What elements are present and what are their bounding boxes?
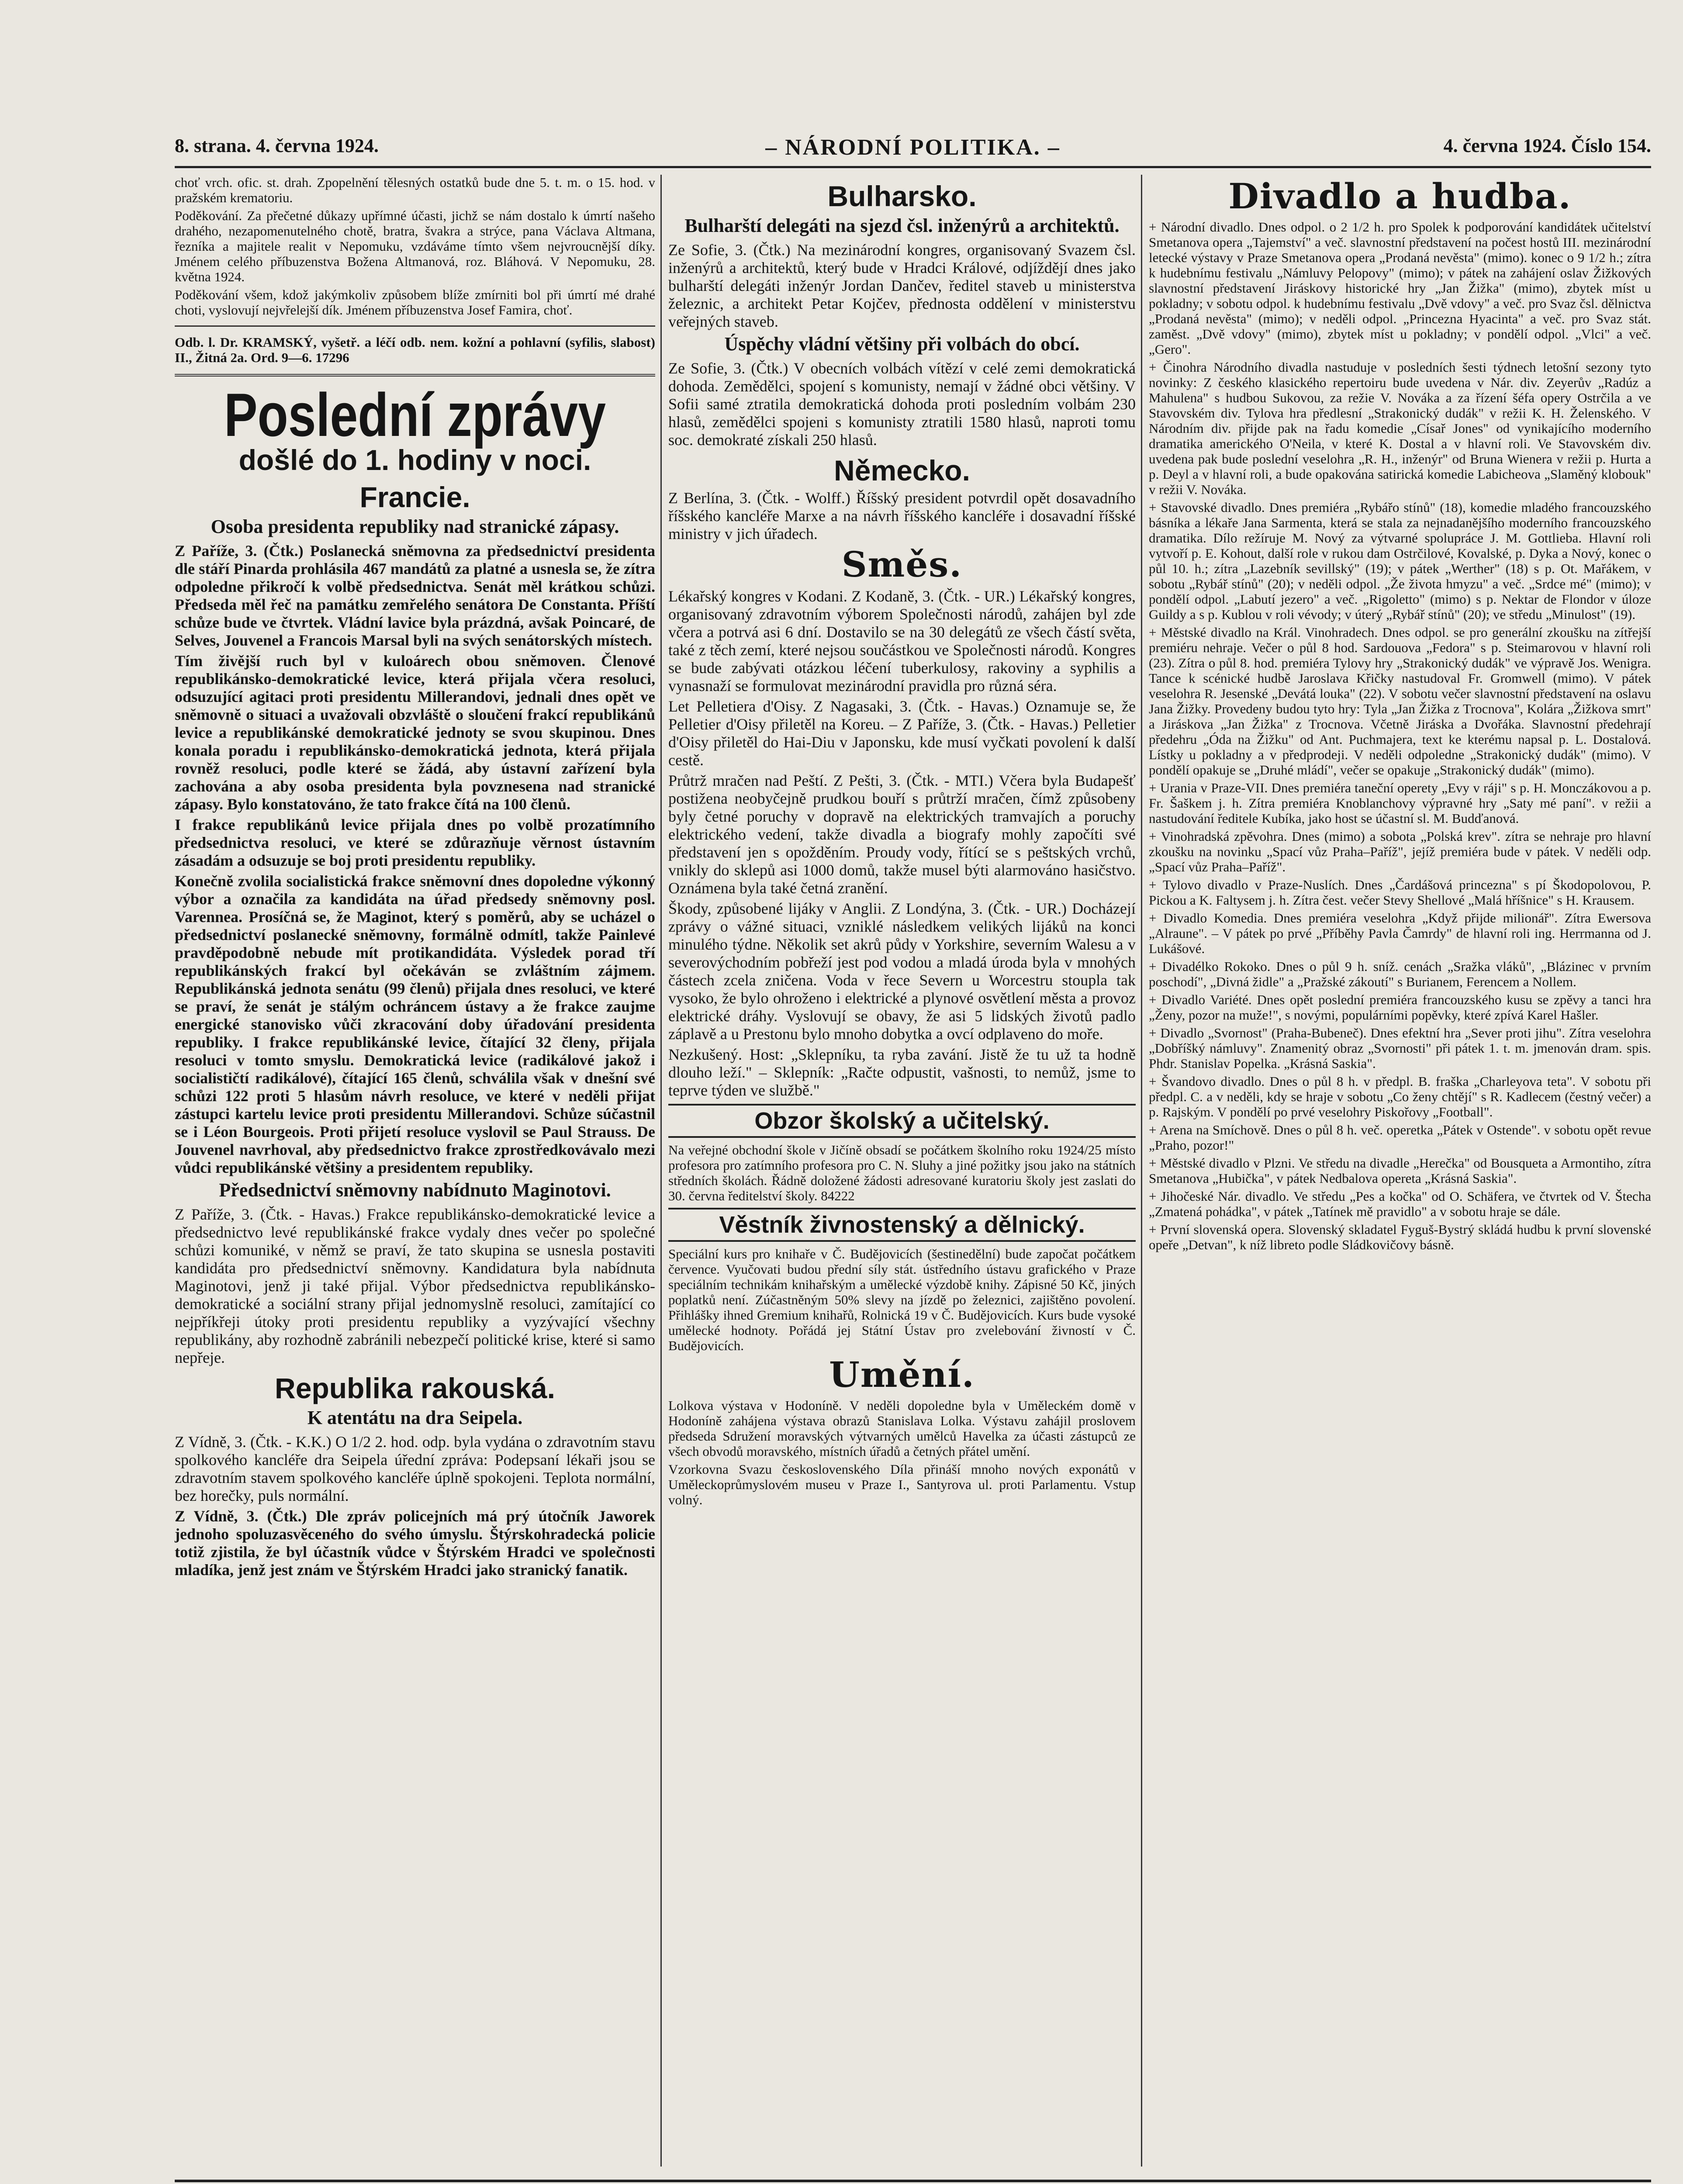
column-divider-2 xyxy=(1141,175,1142,2167)
header-issue-right: 4. června 1924. Číslo 154. xyxy=(1443,135,1651,156)
article-paragraph: Z Vídně, 3. (Čtk. - K.K.) O 1/2 2. hod. odp. byla vydána o zdravotním stavu spolkového kancléře dra Seipela úřední zpráva: Podepsaní lékaři jsou se zdravotním stavem spolkového kancléře úplně spokojeni. Teplota normální, bez horečky, puls normální. xyxy=(175,1433,655,1504)
theatre-item: + První slovenská opera. Slovenský skladatel Fyguš-Bystrý skládá hudbu k první slovenské opeře „Detvan", k níž libreto podle Sládkovičovy básně. xyxy=(1149,1222,1651,1252)
article-paragraph: Z Paříže, 3. (Čtk. - Havas.) Frakce republikánsko-demokratické levice a předsednictvo levé republikánské frakce vydaly dnes večer po společné schůzi komuniké, v němž se praví, že tato skupina se usnesla postaviti kandidáta pro předsednictví sněmovny. Kandidatura byla nabídnuta Maginotovi, jenž ji také přijal. Výbor předsednictva republikánsko-demokratické a sociální strany přijal jednomyslně resoluci, zamítající co nejpříkřeji útoky proti presidentu republiky a vyzývající všechny republikány, aby rozhodně zabránili nebezpečí politické krise, které si samo nepřeje. xyxy=(175,1206,655,1366)
section-title-theatre: Divadlo a hudba. xyxy=(1228,176,1572,217)
section-title-france: Francie. xyxy=(359,481,470,513)
divider xyxy=(175,325,655,327)
article-paragraph: Tím živější ruch byl v kuloárech obou sněmoven. Členové republikánsko-demokratické levice, která přijala včera resoluci, odsuzující agitaci proti presidentu Millerandovi, jednali dnes opět ve sněmovně o situaci a uvažovali obzvláště o sloučení frakcí republikánů levice a republikánské demokratické jednoty se svou skupinou. Dnes konala poradu i republikánsko-demokratická jednota, která přijala rovněž resoluci, podle které se žádá, aby ústavní zařízení byla zachována a aby osoba presidenta byla povznesena nad stranické zápasy. Bylo konstatováno, že tato frakce čítá na 100 členů. xyxy=(175,652,655,813)
divider xyxy=(175,374,655,377)
section-title-bulgaria: Bulharsko. xyxy=(827,180,977,212)
section-subtitle-austria: K atentátu na dra Seipela. xyxy=(307,1407,523,1428)
theatre-item: + Arena na Smíchově. Dnes o půl 8 h. več. operetka „Pátek v Ostende". v sobotu opět revue „Praho, pozor!" xyxy=(1149,1122,1651,1153)
page-header xyxy=(175,131,1651,168)
section-subtitle-presidency: Předsednictví sněmovny nabídnuto Maginotovi. xyxy=(219,1179,611,1201)
section-title-art: Umění. xyxy=(829,1354,975,1395)
theatre-item: + Stavovské divadlo. Dnes premiéra „Rybářo stínů" (18), komedie mladého francouzského básníka a lékaře Jana Sarmenta, která se stala za nejnadanějšího moderního francouzského dramatika. Dílo režíruje M. Nový za výtvarné spolupráce J. M. Gottlieba. Hlavní roli vytvoří p. E. Kohout, další role v rukou dam Ostrčilové, Kovalské, p. Dyka a Nový, konec o půl 10. h.; zítra „Lazebník sevillský" (19); v pátek „Werther" (18) s p. Ot. Mařákem, v sobotu „Rybář stínů" (20); v neděli odpol. „Že života hmyzu" a več. „Srdce mé" (mimo); v pondělí odpol. „Labutí jezero" a več. „Rigoletto" (mimo) s p. Nektar de Flondor v úloze Guildy a s p. Kublou v roli vévody; v úterý „Rybář stínů" (20); ve středu „Minulost" (19). xyxy=(1149,500,1651,622)
obituary-section xyxy=(175,175,655,318)
article-paragraph: Let Pelletiera d'Oisy. Z Nagasaki, 3. (Čtk. - Havas.) Oznamuje se, že Pelletier d'Oisy přiletěl na Koreu. – Z Paříže, 3. (Čtk. - Havas.) Pelletier d'Oisy přiletěl do Hai-Diu v Japonsku, kde musí vyčkati povolení k další cestě. xyxy=(668,698,1136,769)
obituary-text-1: choť vrch. ofic. st. drah. Zpopelnění tělesných ostatků bude dne 5. t. m. o 15. hod. v pražském krematoriu. xyxy=(175,175,655,205)
main-subheadline: došlé do 1. hodiny v noci. xyxy=(238,444,591,476)
article-paragraph: Na veřejné obchodní škole v Jičíně obsadí se počátkem školního roku 1924/25 místo profesora pro zatímního profesora pro C. N. Sluhy a jiné požitky jsou jako na státních středních školách. Řádně doložené žádosti adresované kuratoriu školy jest zaslati do 30. června ředitelství školy. 84222 xyxy=(668,1142,1136,1203)
obituary-text-2: Poděkování. Za přečetné důkazy upřímné účasti, jichž se nám dostalo k úmrtí našeho drahého, nezapomenutelného chotě, bratra, švakra a strýce, pana Václava Altmana, řezníka a majitele realit v Nepomuku, vzdáváme tímto všem nejvroucnější díky. Jménem celého příbuzenstva Božena Altmanová, roz. Bláhová. V Nepomuku, 28. května 1924. xyxy=(175,208,655,284)
obituary-text-3: Poděkování všem, kdož jakýmkoliv způsobem blíže zmírniti bol při úmrtí mé drahé choti, vyslovují nejvřelejší dík. Jménem příbuzenstva Josef Famira, choť. xyxy=(175,287,655,318)
theatre-item: + Vinohradská zpěvohra. Dnes (mimo) a sobota „Polská krev". zítra se nehraje pro hlavní zkoušku na novinku „Spací vůz Praha–Paříž", jejíž premiéra bude v pátek. V neděli odp. „Spací vůz Praha–Paříž". xyxy=(1149,829,1651,874)
section-title-school: Obzor školský a učitelský. xyxy=(668,1104,1136,1138)
theatre-item: + Divadlo „Svornost" (Praha-Bubeneč). Dnes efektní hra „Sever proti jihu". Zítra veselohra „Dobříšký námluvy". Znamenitý obraz „Svornosti" při pátek 1. t. m. jmenován dram. spis. Phdr. Stanislav Popelka. „Krásná Saskia". xyxy=(1149,1025,1651,1071)
article-paragraph: Průtrž mračen nad Peští. Z Pešti, 3. (Čtk. - MTI.) Včera byla Budapešť postižena neobyčejně prudkou bouří s průtrží mračen, čímž způsobeny byly četné poruchy v dopravě na elektrických tramvajích a poruchy elektrického vedení, takže divadla a biografy mohly započíti své představení jen s opožděním. Proudy vody, řítící se s peštských vrchů, vnikly do sklepů asi 1000 domů, takže musel býti alarmováno hasičstvo. Oznámena byla také četná zranění. xyxy=(668,772,1136,897)
underwood-advertisement xyxy=(175,2180,1651,2184)
article-paragraph: Ze Sofie, 3. (Čtk.) Na mezinárodní kongres, organisovaný Svazem čsl. inženýrů a architektů, který bude v Hradci Králové, odjíždějí dnes jako bulharští delegáti inženýr Jordan Dančev, ředitel staveb u ministerstva železnic, a architekt Petar Kojčev, přednosta oddělení v ministerstvu veřejných staveb. xyxy=(668,241,1136,330)
theatre-item: + Divadélko Rokoko. Dnes o půl 9 h. sníž. cenách „Sražka vláků", „Blázinec v prvním poschodí", „Divná židle" a „Pražské zákoutí" s Burianem, Ferencem a Nollem. xyxy=(1149,959,1651,989)
section-title-germany: Německo. xyxy=(834,454,970,487)
section-title-trade: Věstník živnostenský a dělnický. xyxy=(668,1208,1136,1242)
main-headline: Poslední zprávy xyxy=(224,380,606,449)
doctor-ad xyxy=(175,335,655,365)
article-paragraph: Ze Sofie, 3. (Čtk.) V obecních volbách vítězí v celé zemi demokratická dohoda. Zemědělci, spojení s komunisty, nemají v žádné obci většiny. V Sofii samé ztratila demokratická dohoda proti posledním volbám 230 hlasů, zemědělci spojeni s komunisty ztratili 1580 hlasů, naproti tomu soc. demokraté získali 250 hlasů. xyxy=(668,359,1136,449)
art-section xyxy=(668,1398,1136,1507)
article-paragraph: Z Berlína, 3. (Čtk. - Wolff.) Říšský president potvrdil opět dosavadního říšského kancléře Marxe a na návrh říšského kancléře i dosavadní říšské ministry v jich úřadech. xyxy=(668,489,1136,543)
theatre-item: + Činohra Národního divadla nastuduje v posledních šesti týdnech letošní sezony tyto novinky: Z českého klasického repertoiru bude uvedena v Nár. div. Zeyerův „Radúz a Mahulena" s hudbou Sukovou, za režie V. Nováka a za řízení šéfa opery Ostrčila a ve Stavovském div. Tylova hra předlesní „Strakonický dudák" v režii K. H. Želenského. V Národním div. přijde pak na řadu komedie „Císař Jones" od vynikajícího moderního dramatika amerického O'Neila, v které K. Dostal a v hlavní roli. Ve Stavovském div. uvedena pak bude poslední veselohra „R. H., inženýr" od Bruna Wienera v režii p. Hurta a p. Deyl a v hlavní roli, a bude opakována satirická komedie Labicheova „Slaměný klobouk" v režii V. Nováka. xyxy=(1149,359,1651,497)
theatre-item: + Národní divadlo. Dnes odpol. o 2 1/2 h. pro Spolek k podporování kandidátek učitelství Smetanova opera „Tajemství" a več. slavnostní představení na počest hostů III. mezinárodní letecké výstavy v Praze Smetanova opera „Prodaná nevěsta" (mimo). konec o 9 1/2 h.; zítra k hudebnímu festivalu „Námluvy Pelopovy" (mimo); v pátek na zahájení oslav Žižkových slavnostní představení Jiráskovy historické hry „Jan Žižka" (mimo), zbytek míst u pokladny; v sobotu odpol. k hudebnímu festivalu „Dvě vdovy" a več. pro Svaz čsl. dělnictva „Prodaná nevěsta" (mimo); v neděli odpol. „Princezna Hyacinta" a več. pro Svaz stát. zaměst. „Dvě vdovy" (mimo), zbytek míst u pokladny; v pondělí odpol. „Vlci" a več. „Gero". xyxy=(1149,219,1651,357)
column-middle xyxy=(668,175,1136,1510)
trade-notice xyxy=(668,1246,1136,1353)
article-paragraph: Z Vídně, 3. (Čtk.) Dle zpráv policejních má prý útočník Jaworek jednoho spoluzasvěceného do svého úmyslu. Štýrskohradecká policie totiž zjistila, že byl účastník vůdce v Štýrském Hradci ve společnosti mladíka, jenž jest znám ve Štýrském Hradci jako stranický fanatik. xyxy=(175,1507,655,1579)
column-divider-1 xyxy=(660,175,662,2167)
theatre-item: + Městské divadlo na Král. Vinohradech. Dnes odpol. se pro generální zkoušku na zítřejší premiéru nehraje. Večer o půl 8 hod. Sardouova „Fedora" s p. Steimarovou v hlavní roli (23). Zítra o půl 8. hod. premiéra Tylovy hry „Strakonický dudák" ve výpravě Jos. Wenigra. Tance k scénické hudbě Jaroslava Křičky nastudoval Fr. Gromwell (mimo). V pátek veselohra R. Jesenské „Devátá louka" (22). V sobotu večer slavnostní představení na oslavu Jana Žižky. Provedeny budou tyto hry: Tyla „Jan Žižka z Trocnova", Kolára „Žižkova smrt" a Jiráskova „Jan Žižka" z Trocnova. Včetně Jiráska a Dvořáka. Slavnostní předehrají předehru „Óda na Žižku" od Ant. Puchmajera, text ke kterému napsal p. L. Dostalová. Lístky u pokladny a v předprodeji. V neděli odpoledne „Strakonický dudák" (mimo). V pondělí opakuje se „Druhé mládí", večer se opakuje „Strakonický dudák" (mimo). xyxy=(1149,625,1651,778)
theatre-item: + Jihočeské Nár. divadlo. Ve středu „Pes a kočka" od O. Schäfera, ve čtvrtek od V. Štecha „Zmatená pohádka", v pátek „Tatínek mě pravidlo" a v sobotu hraje se dále. xyxy=(1149,1189,1651,1219)
article-paragraph: I frakce republikánů levice přijala dnes po volbě prozatímního předsednictva resoluci, ve které se zdůrazňuje věrnost ústavním zásadám a odsuzuje se boj proti presidentu republiky. xyxy=(175,816,655,869)
header-date-left: 8. strana. 4. června 1924. xyxy=(175,135,379,156)
column-left xyxy=(175,175,655,1582)
article-paragraph: Nezkušený. Host: „Sklepníku, ta ryba zavání. Jistě že tu už ta hodně dlouho leží." – Sklepník: „Račte odpustit, vašnosti, to nemůž, jsme to teprve týden ve službě." xyxy=(668,1046,1136,1099)
school-notice xyxy=(668,1142,1136,1203)
theatre-item: + Divadlo Komedia. Dnes premiéra veselohra „Když přijde milionář". Zítra Ewersova „Alraune". – V pátek po prvé „Příběhy Pavla Čamrdy" de hlavní roli ing. Herrmanna od J. Lukášové. xyxy=(1149,910,1651,956)
theatre-item: + Tylovo divadlo v Praze-Nuslích. Dnes „Čardášová princezna" s pí Škodopolovou, P. Pickou a K. Faltysem j. h. Zítra čest. večer Stevy Shellové „Malá hříšnice" s H. Krausem. xyxy=(1149,877,1651,908)
article-paragraph: Lékařský kongres v Kodani. Z Kodaně, 3. (Čtk. - UR.) Lékařský kongres, organisovaný zdravotním výborem Společnosti národů, zahájen byl zde včera a potrvá asi 6 dní. Dostavilo se na 30 delegátů ze všech částí světa, také z těch zemí, které nejsou součástkou ve Společnosti národů. Kongres se bude zabývati otázkou léčení tuberkulosy, rakoviny a syphilis a vynasnaží se formulovat mezinárodní pravidla pro různá séra. xyxy=(668,587,1136,695)
section-subtitle-bulgaria: Bulharští delegáti na sjezd čsl. inženýrů a architektů. xyxy=(684,215,1120,236)
newspaper-title: – NÁRODNÍ POLITIKA. – xyxy=(765,135,1061,160)
article-paragraph: Škody, způsobené lijáky v Anglii. Z Londýna, 3. (Čtk. - UR.) Docházejí zprávy o vážné situaci, vzniklé následkem velikých lijáků na konci minulého týdne. Několik set akrů půdy v Yorkshire, severním Walesu a v severovýchodním pobřeží jest pod vodou a mladá úroda byla v mnohých částech zcela zničena. Voda v řece Severn u Worcestru stoupla tak vysoko, že bylo ohroženo i elektrické a plynové osvětlení města a provoz elektrické dráhy. Vyslovují se obavy, že asi 5 lidských životů padlo záplavě a u Prestonu bylo mnoho dobytka a ovcí odplaveno do moře. xyxy=(668,900,1136,1043)
section-subtitle-france: Osoba presidenta republiky nad stranické zápasy. xyxy=(211,516,619,537)
article-paragraph: Konečně zvolila socialistická frakce sněmovní dnes dopoledne výkonný výbor a označila za kandidáta na úřad předsedy sněmovny posl. Varennea. Prosíčná se, že Maginot, který s poměrů, aby se ucházel o předsednictví poslanecké sněmovny, formálně odmítl, takže Painlevé pravděpodobně nebude mít protikandidáta. Výsledek porad tří republikánských frakcí byl očekáván se zvláštním zájmem. Republikánská jednota senátu (99 členů) přijala dnes resoluci, ve které se praví, že senát je stálým ochráncem ústavy a že frakce zaujme energické stanovisko vůči zkracování doby úřadování presidenta republiky. I frakce republikánské levice, čítající 32 členy, přijala resoluci v tomto smyslu. Demokratická levice (radikálové jakož i socialističtí radikálové), čítající 165 členů, schválila však v dnešní své schůzi 122 proti 5 hlasům návrh resoluce, ve které v neděli přijat zástupci kartelu levice proti presidentu Millerandovi. Schůze súčastnil se i Léon Bourgeois. Proti přijetí resoluce vyslovil se Paul Strauss. De Jouvenel navrhoval, aby předsednictvo frakce zprostředkovávalo mezi vůdci republikánské většiny a presidentem republiky. xyxy=(175,872,655,1176)
doctor-ad-text: Odb. l. Dr. KRAMSKÝ, vyšetř. a léčí odb. nem. kožní a pohlavní (syfilis, slabost) II., Žitná 2a. Ord. 9—6. 17296 xyxy=(175,335,655,365)
column-right xyxy=(1149,175,1651,1255)
article-paragraph: Speciální kurs pro knihaře v Č. Budějovicích (šestinedělní) bude započat počátkem července. Vyučovati budou přední síly stát. ústředního ústavu grafického v Praze speciálním technikám knihařským a umělecké výzdobě knihy. Zápisné 50 Kč, jiných poplatků není. Zúčastněným 50% slevy na jízdě po železnici, zajištěno povolení. Přihlášky ihned Gremium knihařů, Rolnická 19 v Č. Budějovicích. Kurs bude vysoké umělecké hodnoty. Pořádá jej Státní Ústav pro zvelebování živností v Č. Budějovicích. xyxy=(668,1246,1136,1353)
section-title-austria: Republika rakouská. xyxy=(275,1372,555,1404)
article-paragraph: Lolkova výstava v Hodoníně. V neděli dopoledne byla v Uměleckém domě v Hodoníně zahájena výstava obrazů Stanislava Lolka. Výstavu zahájil proslovem předseda Sdružení moravských výtvarných umělců Havelka za účasti zástupců ze všech obvodů moravského, místních úřadů a četných přátel umění. xyxy=(668,1398,1136,1459)
theatre-item: + Divadlo Variété. Dnes opět poslední premiéra francouzského kusu se zpěvy a tanci hra „Ženy, pozor na muže!", s novými, populárními popěvky, které zpívá Karel Hašler. xyxy=(1149,992,1651,1023)
theatre-item: + Švandovo divadlo. Dnes o půl 8 h. v předpl. B. fraška „Charleyova teta". V sobotu při předpl. C. a v neděli, kdy se hraje v sobotu „Co ženy chtějí" s R. Kadlecem (čestný večer) a p. Rajským. V pondělí po prvé veselohry Piskořovy „Football". xyxy=(1149,1074,1651,1120)
theatre-listings xyxy=(1149,219,1651,1252)
section-subtitle-bulgaria-2: Úspěchy vládní většiny při volbách do obcí. xyxy=(724,333,1080,355)
article-paragraph: Z Paříže, 3. (Čtk.) Poslanecká sněmovna za předsednictví presidenta dle stáří Pinarda prohlásila 467 mandátů za platné a usnesla se, že zítra odpoledne přikročí k volbě předsednictva. Senát měl krátkou schůzi. Předseda měl řeč na památku zemřelého senátora De Constanta. Příští schůze bude ve čtvrtek. Vládní lavice byla prázdná, avšak Poincaré, de Selves, Jouvenel a Francois Marsal byli na svých senátorských místech. xyxy=(175,542,655,649)
theatre-item: + Urania v Praze-VII. Dnes premiéra taneční operety „Evy v ráji" s p. H. Monczákovou a p. Fr. Šaškem j. h. Zítra premiéra Knoblanchovy výpravné hry „Saty mé paní". v režii a nastudování ředitele Kubíka, jako host se účastní sl. M. Budďanová. xyxy=(1149,780,1651,826)
theatre-item: + Městské divadlo v Plzni. Ve středu na divadle „Herečka" od Bousqueta a Armontiho, zítra Smetanova „Hubička", v pátek Nedbalova opereta „Krásná Saskia". xyxy=(1149,1155,1651,1186)
section-title-miscellany: Směs. xyxy=(841,544,963,585)
article-paragraph: Vzorkovna Svazu československého Díla přináší mnoho nových exponátů v Uměleckoprůmyslovém museu v Praze I., Santyrova ul. proti Parlamentu. Vstup volný. xyxy=(668,1462,1136,1507)
